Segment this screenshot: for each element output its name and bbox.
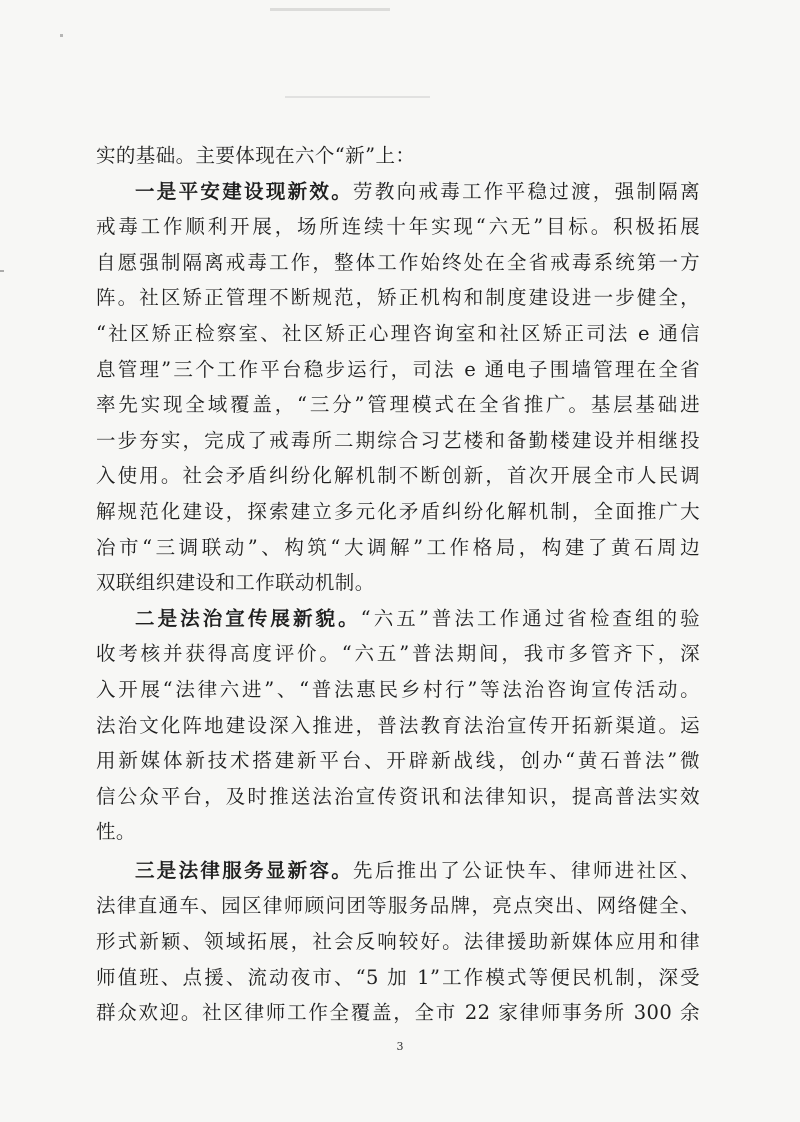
text-line [96, 672, 700, 708]
text-line [96, 387, 700, 423]
text-line [96, 960, 700, 996]
line-text: 收考核并获得高度评价。“六五”普法期间，我市多管齐下，深 [96, 642, 700, 666]
line-text: 入开展“法律六进”、“普法惠民乡村行”等法治咨询宣传活动。 [96, 677, 700, 701]
document-body [96, 138, 700, 1031]
line-text: 师值班、点援、流动夜市、“5 加 1”工作模式等便民机制，深受 [96, 965, 700, 989]
paragraph-heading: 二是法治宣传展新貌。 [135, 606, 361, 630]
line-text: 冶市“三调联动”、构筑“大调解”工作格局，构建了黄石周边 [96, 535, 700, 559]
text-line [96, 814, 700, 850]
text-line [96, 530, 700, 566]
text-line [96, 458, 700, 494]
scan-artifact-dot [60, 34, 63, 37]
text-line [96, 743, 700, 779]
text-line [96, 565, 700, 601]
line-text: 戒毒工作顺利开展，场所连续十年实现“六无”目标。积极拓展 [96, 215, 700, 239]
page-number: 3 [396, 1040, 404, 1053]
line-text: 自愿强制隔离戒毒工作，整体工作始终处在全省戒毒系统第一方 [96, 250, 700, 274]
line-text: 群众欢迎。社区律师工作全覆盖，全市 22 家律师事务所 300 余 [96, 1001, 700, 1025]
line-text: 先后推出了公证快车、律师进社区、 [353, 858, 700, 882]
text-line [96, 209, 700, 245]
text-line [96, 924, 700, 960]
scan-artifact-header [285, 96, 430, 98]
line-text: 形式新颖、领域拓展，社会反响较好。法律援助新媒体应用和律 [96, 930, 700, 954]
text-line [96, 316, 700, 352]
paragraph-heading: 三是法律服务显新容。 [135, 858, 354, 882]
text-line [96, 245, 700, 281]
line-text: 率先实现全域覆盖，“三分”管理模式在全省推广。基层基础进 [96, 393, 700, 417]
line-text: 一步夯实，完成了戒毒所二期综合习艺楼和备勤楼建设并相继投 [96, 428, 700, 452]
line-text: “社区矫正检察室、社区矫正心理咨询室和社区矫正司法 e 通信 [96, 321, 700, 345]
text-line [96, 423, 700, 459]
text-line [96, 995, 700, 1031]
line-text: 性。 [96, 820, 136, 844]
line-text: 法律直通车、园区律师顾问团等服务品牌，亮点突出、网络健全、 [96, 894, 700, 918]
line-text: 双联组织建设和工作联动机制。 [96, 571, 375, 595]
paragraph-first-line [96, 174, 700, 210]
scan-artifact-left-edge [0, 270, 4, 272]
line-text: 法治文化阵地建设深入推进，普法教育法治宣传开拓新渠道。运 [96, 713, 700, 737]
text-line [96, 636, 700, 672]
line-text: “六五”普法工作通过省检查组的验 [360, 606, 700, 630]
text-line [96, 494, 700, 530]
line-text: 入使用。社会矛盾纠纷化解机制不断创新，首次开展全市人民调 [96, 464, 700, 488]
text-line [96, 352, 700, 388]
text-line [96, 779, 700, 815]
line-text: 信公众平台，及时推送法治宣传资讯和法律知识，提高普法实效 [96, 784, 700, 808]
scan-artifact-top [270, 8, 390, 11]
line-text: 劳教向戒毒工作平稳过渡，强制隔离 [353, 179, 700, 203]
line-text: 息管理”三个工作平台稳步运行，司法 e 通电子围墙管理在全省 [96, 357, 700, 381]
text-line [96, 708, 700, 744]
line-text: 解规范化建设，探索建立多元化矛盾纠纷化解机制，全面推广大 [96, 499, 700, 523]
line-text: 实的基础。主要体现在六个“新”上： [96, 144, 416, 167]
line-text: 用新媒体新技术搭建新平台、开辟新战线，创办“黄石普法”微 [96, 749, 700, 773]
text-line [96, 888, 700, 924]
paragraph-heading: 一是平安建设现新效。 [135, 179, 354, 203]
line-text: 阵。社区矫正管理不断规范，矫正机构和制度建设进一步健全， [96, 286, 700, 310]
text-line [96, 138, 700, 174]
paragraph-first-line [96, 853, 700, 889]
text-line [96, 280, 700, 316]
paragraph-first-line [96, 601, 700, 637]
